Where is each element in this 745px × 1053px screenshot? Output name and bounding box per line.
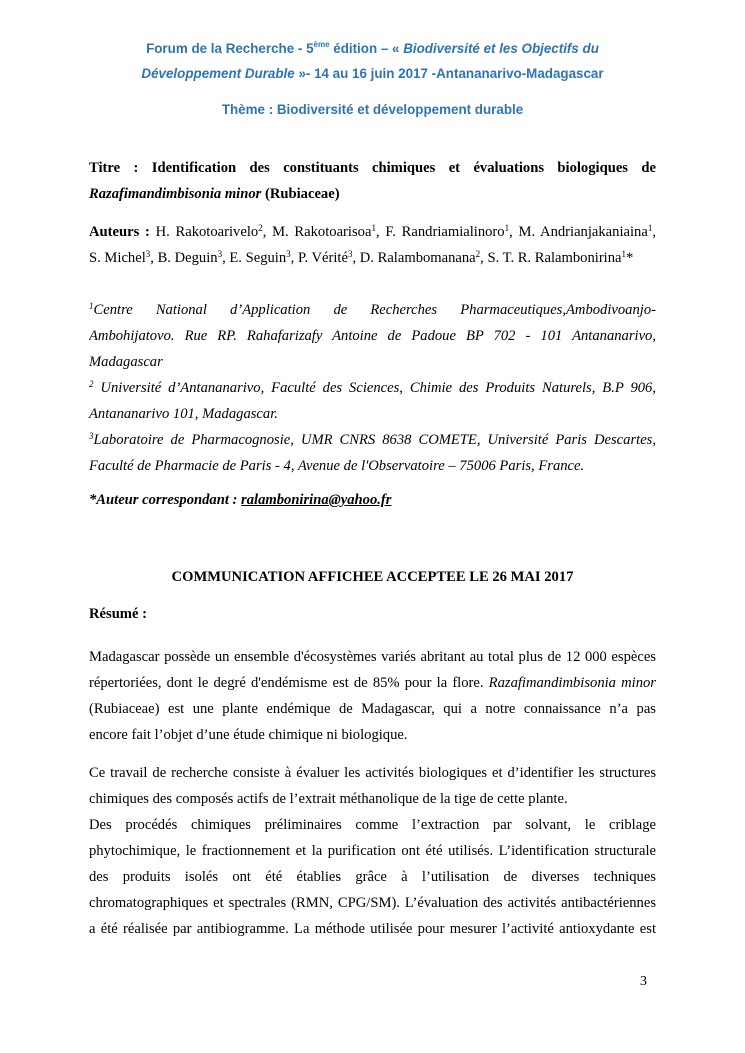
species-name: Razafimandimbisonia minor	[89, 186, 262, 202]
author: B. Deguin$^3$,	[153, 249, 226, 266]
author: S. T. R. Ralambonirina$^1$*	[483, 249, 634, 266]
paragraph-2-line2: chimiques des composés actifs de l’extrait méthanolique de la tige de cette plante.	[89, 791, 568, 807]
affiliation-3-line2: Faculté de Pharmacie de Paris - 4, Avenue de l'Observatoire – 75006 Paris, France.	[89, 458, 585, 474]
paragraph-3-line4: chromatographiques et spectrales (RMN, CPG/SM). L’évaluation des activités antibactériennes	[89, 895, 656, 911]
paragraph-3-line3: des produits isolés ont été établies grâce à l’utilisation de diverses techniques	[89, 869, 656, 885]
header-text: Forum de la Recherche - 5	[146, 41, 314, 56]
page-number: 3	[640, 974, 647, 989]
resume-heading: Résumé :	[89, 606, 147, 622]
paragraph-1-line1: Madagascar possède un ensemble d'écosystèmes variés abritant au total plus de 12 000 espèces	[89, 649, 656, 665]
authors-label: Auteurs :	[89, 224, 150, 240]
author: S. Michel$^3$,	[89, 249, 154, 266]
paragraph-3-line1: Des procédés chimiques préliminaires comme l’extraction par solvant, le criblage	[89, 817, 656, 833]
title-line1	[89, 160, 656, 180]
affiliation-1-line2: Ambohijatovo. Rue RP. Rahafarizafy Antoine de Padoue BP 702 - 101 Antananarivo,	[89, 328, 656, 344]
header-text: »- 14 au 16 juin 2017 -Antananarivo-Madagascar	[294, 66, 604, 81]
header-text: édition – «	[329, 41, 404, 56]
paragraph-1-line4: encore fait l’objet d’une étude chimique ni biologique.	[89, 727, 408, 743]
author: P. Vérité$^3$,	[294, 249, 357, 266]
author: H. Rakotoarivelo$^2$,	[149, 224, 267, 240]
communication-heading: COMMUNICATION AFFICHEE ACCEPTEE LE 26 MAI 2017	[171, 569, 574, 585]
theme-line: Thème : Biodiversité et développement durable	[221, 102, 524, 117]
forum-header-line2	[0, 66, 745, 81]
paragraph-3-line5: a été réalisée par antibiogramme. La méthode utilisée pour mesurer l’activité antioxydante est	[89, 921, 656, 937]
forum-header-line1	[0, 41, 745, 56]
header-superscript: ème	[313, 40, 330, 49]
affiliation-3-line1: $^3$Laboratoire de Pharmacognosie, UMR CNRS 8638 COMETE, Université Paris Descartes,	[89, 432, 656, 448]
authors-line1	[89, 224, 656, 244]
author: M. Rakotoarisoa$^1$,	[266, 224, 380, 240]
corresponding-label: *Auteur correspondant :	[89, 492, 242, 508]
paragraph-1-line2: répertoriées, dont le degré d'endémisme est de 85% pour la flore. Razafimandimbisonia minor	[89, 675, 656, 691]
title-text: Identification des constituants chimiques et évaluations biologiques de	[151, 160, 656, 176]
species-name: Razafimandimbisonia minor	[488, 675, 656, 691]
affiliation-1-line3: Madagascar	[89, 354, 163, 370]
authors-line2	[89, 250, 656, 267]
affiliation-2-line1: $^2$ Université d’Antananarivo, Faculté des Sciences, Chimie des Produits Naturels, B.P 906,	[89, 380, 656, 396]
paragraph-1-line3: (Rubiaceae) est une plante endémique de Madagascar, qui a notre connaissance n’a pas	[89, 701, 656, 717]
author: D. Ralambomanana$^2$,	[356, 249, 484, 266]
affiliation-2-line2: Antananarivo 101, Madagascar.	[89, 406, 278, 422]
corresponding-author	[89, 492, 656, 509]
paragraph-3-line2: phytochimique, le fractionnement et la purification ont été utilisés. L’identification structurale	[89, 843, 656, 859]
family-name: (Rubiaceae)	[261, 186, 340, 202]
header-italic: Biodiversité et les Objectifs du	[403, 41, 599, 56]
email-link[interactable]: ralambonirina@yahoo.fr	[241, 492, 392, 508]
title-line2	[89, 186, 656, 203]
header-italic: Développement Durable	[141, 66, 295, 81]
author: E. Seguin$^3$,	[225, 249, 295, 266]
title-label: Titre :	[89, 160, 139, 176]
author: M. Andrianjakaniaina$^1$,	[512, 224, 656, 240]
affiliation-1-line1: $^1$Centre National d’Application de Recherches Pharmaceutiques,Ambodivoanjo-	[89, 302, 656, 318]
author: F. Randriamialinoro$^1$,	[379, 224, 513, 240]
paragraph-2-line1: Ce travail de recherche consiste à évaluer les activités biologiques et d’identifier les structures	[89, 765, 656, 781]
